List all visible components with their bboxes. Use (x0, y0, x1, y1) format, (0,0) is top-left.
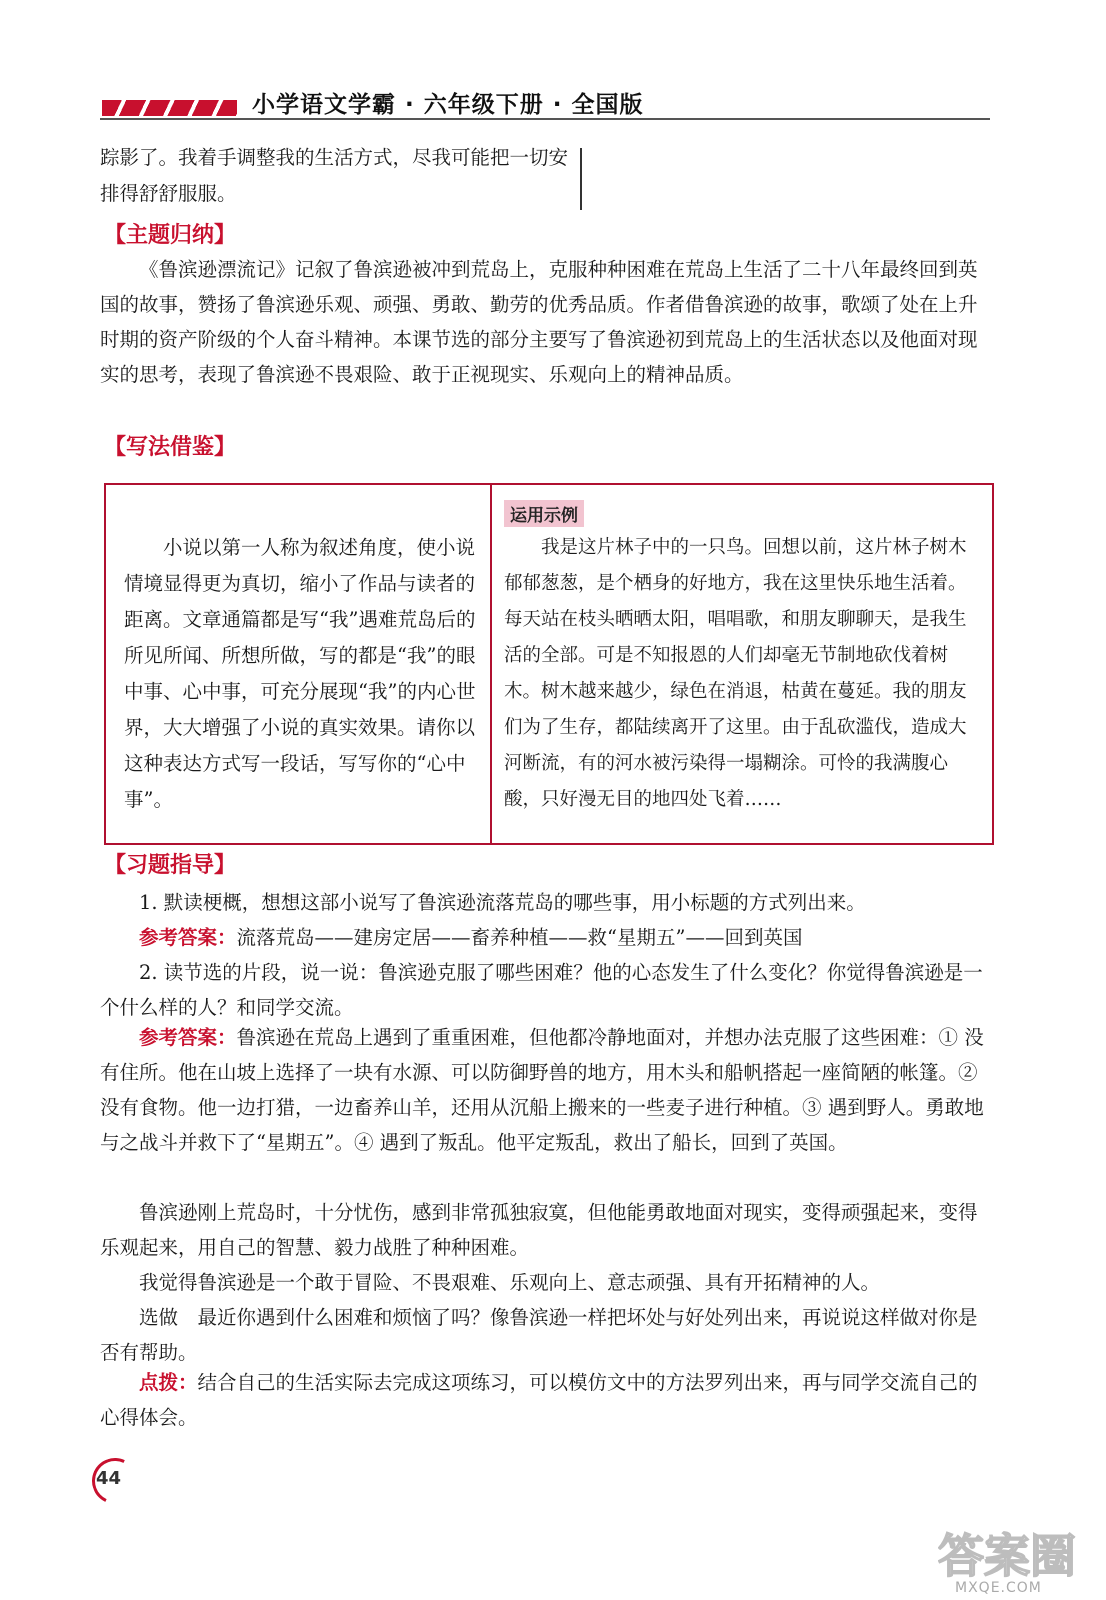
page-number: 44 (96, 1468, 122, 1489)
optional-exercise: 选做 最近你遇到什么困难和烦恼了吗？像鲁滨逊一样把坏处与好处列出来，再说说这样做对你是否有帮助。 (100, 1306, 978, 1364)
writing-explanation: 小说以第一人称为叙述角度，使小说情境显得更为真切，缩小了作品与读者的距离。文章通篇都是写“我”遇难荒岛后的所见所闻、所想所做，写的都是“我”的眼中事、心中事，可充分展现“我”的内心世界，大大增强了小说的真实效果。请你以这种表达方式写一段话，写写你的“心中事”。 (124, 536, 476, 811)
answer-1 (100, 920, 990, 955)
answer-2-label: 参考答案： (139, 1026, 237, 1049)
answer-2-paragraph-2: 鲁滨逊刚上荒岛时，十分忧伤，感到非常孤独寂寞，但他能勇敢地面对现实，变得顽强起来，变得乐观起来，用自己的智慧、毅力战胜了种种困难。 (100, 1201, 978, 1259)
box-divider (490, 483, 492, 845)
exercises-heading: 【习题指导】 (104, 853, 237, 878)
continuation-text: 踪影了。我着手调整我的生活方式，尽我可能把一切安排得舒舒服服。 (100, 146, 569, 205)
question-1: 1. 默读梗概，想想这部小说写了鲁滨逊流落荒岛的哪些事，用小标题的方式列出来。 (139, 891, 866, 914)
tip-text: 结合自己的生活实际去完成这项练习，可以模仿文中的方法罗列出来，再与同学交流自己的心得体会。 (100, 1371, 978, 1429)
answer-2-paragraph-3: 我觉得鲁滨逊是一个敢于冒险、不畏艰难、乐观向上、意志顽强、具有开拓精神的人。 (139, 1271, 881, 1294)
side-divider (580, 148, 582, 210)
answer-2-text: 鲁滨逊在荒岛上遇到了重重困难，但他都冷静地面对，并想办法克服了这些困难：① 没有住所。他在山坡上选择了一块有水源、可以防御野兽的地方，用木头和船帆搭起一座简陋的帐篷。② 没有食物。他一边打猎，一边畜养山羊，还用从沉船上搬来的一些麦子进行种植。③ 遇到野人。勇敢地与之战斗并救下了“星期五”。④ 遇到了叛乱。他平定叛乱，救出了船长，回到了英国。 (100, 1026, 984, 1154)
example-label: 运用示例 (504, 500, 584, 527)
svg-text:答案圈: 答案圈 (938, 1529, 1076, 1583)
tip-label: 点拨： (139, 1371, 198, 1394)
writing-heading: 【写法借鉴】 (104, 435, 237, 460)
header-rule (100, 118, 990, 120)
question-2: 2. 读节选的片段，说一说：鲁滨逊克服了哪些困难？他的心态发生了什么变化？你觉得鲁滨逊是一个什么样的人？和同学交流。 (100, 961, 983, 1019)
example-text: 我是这片林子中的一只鸟。回想以前，这片林子树木郁郁葱葱，是个栖身的好地方，我在这里快乐地生活着。每天站在枝头晒晒太阳，唱唱歌，和朋友聊聊天，是我生活的全部。可是不知报恩的人们却毫无节制地砍伐着树木。树木越来越少，绿色在消退，枯黄在蔓延。我的朋友们为了生存，都陆续离开了这里。由于乱砍滥伐，造成大河断流，有的河水被污染得一塌糊涂。可怜的我满腹心酸，只好漫无目的地四处飞着…… (504, 537, 967, 810)
answer-2 (100, 1020, 990, 1160)
theme-heading: 【主题归纳】 (104, 223, 237, 248)
answer-1-text: 流落荒岛——建房定居——畜养种植——救“星期五”——回到英国 (236, 926, 803, 949)
book-title: 小学语文学霸 · 六年级下册 · 全国版 (252, 92, 644, 118)
theme-text: 《鲁滨逊漂流记》记叙了鲁滨逊被冲到荒岛上，克服种种困难在荒岛上生活了二十八年最终回到英国的故事，赞扬了鲁滨逊乐观、顽强、勇敢、勤劳的优秀品质。作者借鲁滨逊的故事，歌颂了处在上升时期的资产阶级的个人奋斗精神。本课节选的部分主要写了鲁滨逊初到荒岛上的生活状态以及他面对现实的思考，表现了鲁滨逊不畏艰险、敢于正视现实、乐观向上的精神品质。 (100, 258, 978, 386)
watermark-url: MXQE.COM (955, 1580, 1042, 1596)
header-stripes (102, 100, 237, 116)
answer-1-label: 参考答案： (139, 926, 237, 949)
tip (100, 1365, 990, 1435)
